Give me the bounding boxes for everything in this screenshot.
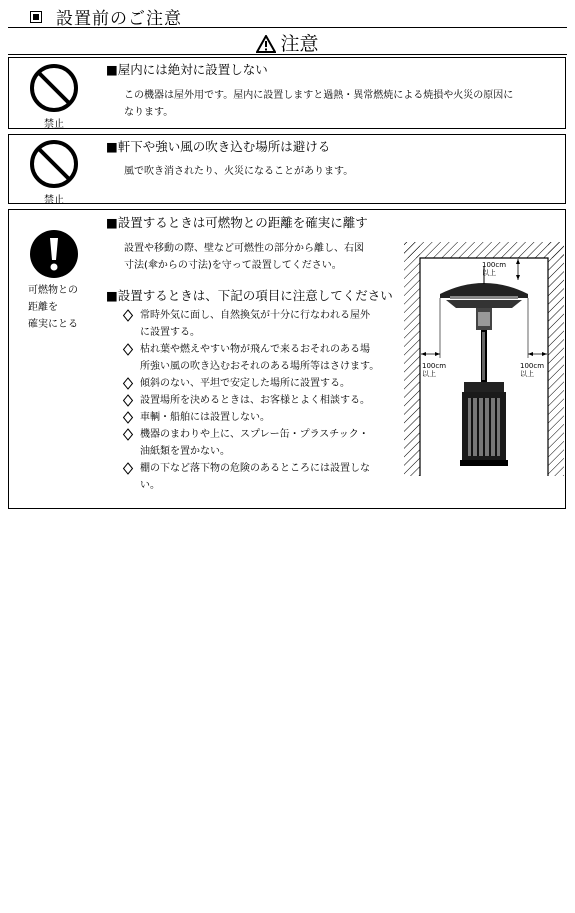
label-line: 距離を — [28, 302, 58, 313]
caution-item — [122, 426, 405, 460]
label-line: 以上 — [422, 370, 436, 378]
caution-item — [122, 341, 405, 375]
warning-triangle-icon — [256, 35, 276, 53]
diamond-bullet-icon — [122, 409, 134, 426]
right-clearance-label — [520, 362, 544, 378]
item-line: 油紙類を置かない。 — [140, 446, 230, 457]
page-title-text: 設置前のご注意 — [56, 9, 182, 29]
prohibition-icon — [28, 62, 80, 114]
exclamation-label — [28, 282, 78, 333]
text-line: 設置や移動の際、壁など可燃性の部分から離し、右図 — [124, 243, 364, 254]
item-line: 枯れ葉や燃えやすい物が飛んで来るおそれのある場 — [140, 344, 370, 355]
item-line: 傾斜のない、平坦で安定した場所に設置する。 — [140, 378, 350, 389]
section-subtitle: ■設置するときは、下記の項目に注意してください — [106, 288, 393, 303]
text-line: なります。 — [124, 107, 174, 118]
item-line: 設置場所を決めるときは、お客様とよく相談する。 — [140, 395, 370, 406]
diamond-bullet-icon — [122, 426, 134, 443]
section-text — [124, 240, 364, 274]
item-line: に設置する。 — [140, 327, 200, 338]
caution-rule — [8, 54, 567, 55]
left-clearance-label — [422, 362, 446, 378]
diamond-bullet-icon — [122, 392, 134, 409]
section-text — [124, 163, 353, 180]
caution-item — [122, 307, 405, 341]
label-line: 100cm — [482, 261, 507, 269]
header-rule — [8, 27, 567, 28]
diamond-bullet-icon — [122, 307, 134, 324]
exclamation-icon — [28, 228, 80, 280]
caution-item — [122, 392, 405, 409]
black-square-icon — [30, 11, 42, 23]
text-line: この機器は屋外用です。屋内に設置しますと過熱・異常燃焼による焼損や火災の原因に — [124, 90, 514, 101]
caution-label: 注意 — [280, 33, 319, 55]
section-title: ■軒下や強い風の吹き込む場所は避ける — [106, 139, 331, 154]
text-line: 寸法(傘からの寸法)を守って設置してください。 — [124, 260, 342, 271]
label-line: 可燃物との — [28, 285, 78, 296]
section-title: ■設置するときは可燃物との距離を確実に離す — [106, 215, 368, 230]
prohibition-label: 禁止 — [44, 195, 64, 206]
item-line: 機器のまわりや上に、スプレー缶・プラスチック・ — [140, 429, 369, 440]
caution-item — [122, 460, 405, 494]
label-line: 以上 — [482, 269, 496, 277]
label-line: 100cm — [422, 362, 447, 370]
caution-heading — [0, 29, 575, 56]
section-text — [124, 87, 513, 121]
item-line: い。 — [140, 480, 160, 491]
caution-item — [122, 375, 405, 392]
prohibition-icon — [28, 138, 80, 190]
item-line: 所強い風の吹き込むおそれのある場所等はさけます。 — [140, 361, 380, 372]
diamond-bullet-icon — [122, 460, 134, 477]
item-line: 棚の下など落下物の危険のあるところには設置しな — [140, 463, 370, 474]
label-line: 確実にとる — [28, 319, 78, 330]
diamond-bullet-icon — [122, 341, 134, 358]
top-clearance-label — [482, 261, 506, 277]
item-line: 常時外気に面し、自然換気が十分に行なわれる屋外 — [140, 310, 370, 321]
caution-item — [122, 409, 405, 426]
label-line: 100cm — [520, 362, 545, 370]
label-line: 以上 — [520, 370, 534, 378]
caution-item-list — [122, 307, 405, 494]
diamond-bullet-icon — [122, 375, 134, 392]
item-line: 車輌・船舶には設置しない。 — [140, 412, 270, 423]
page-title — [30, 4, 182, 29]
text-line: 風で吹き消されたり、火災になることがあります。 — [124, 166, 354, 177]
section-title: ■屋内には絶対に設置しない — [106, 62, 268, 77]
prohibition-label: 禁止 — [44, 119, 64, 130]
